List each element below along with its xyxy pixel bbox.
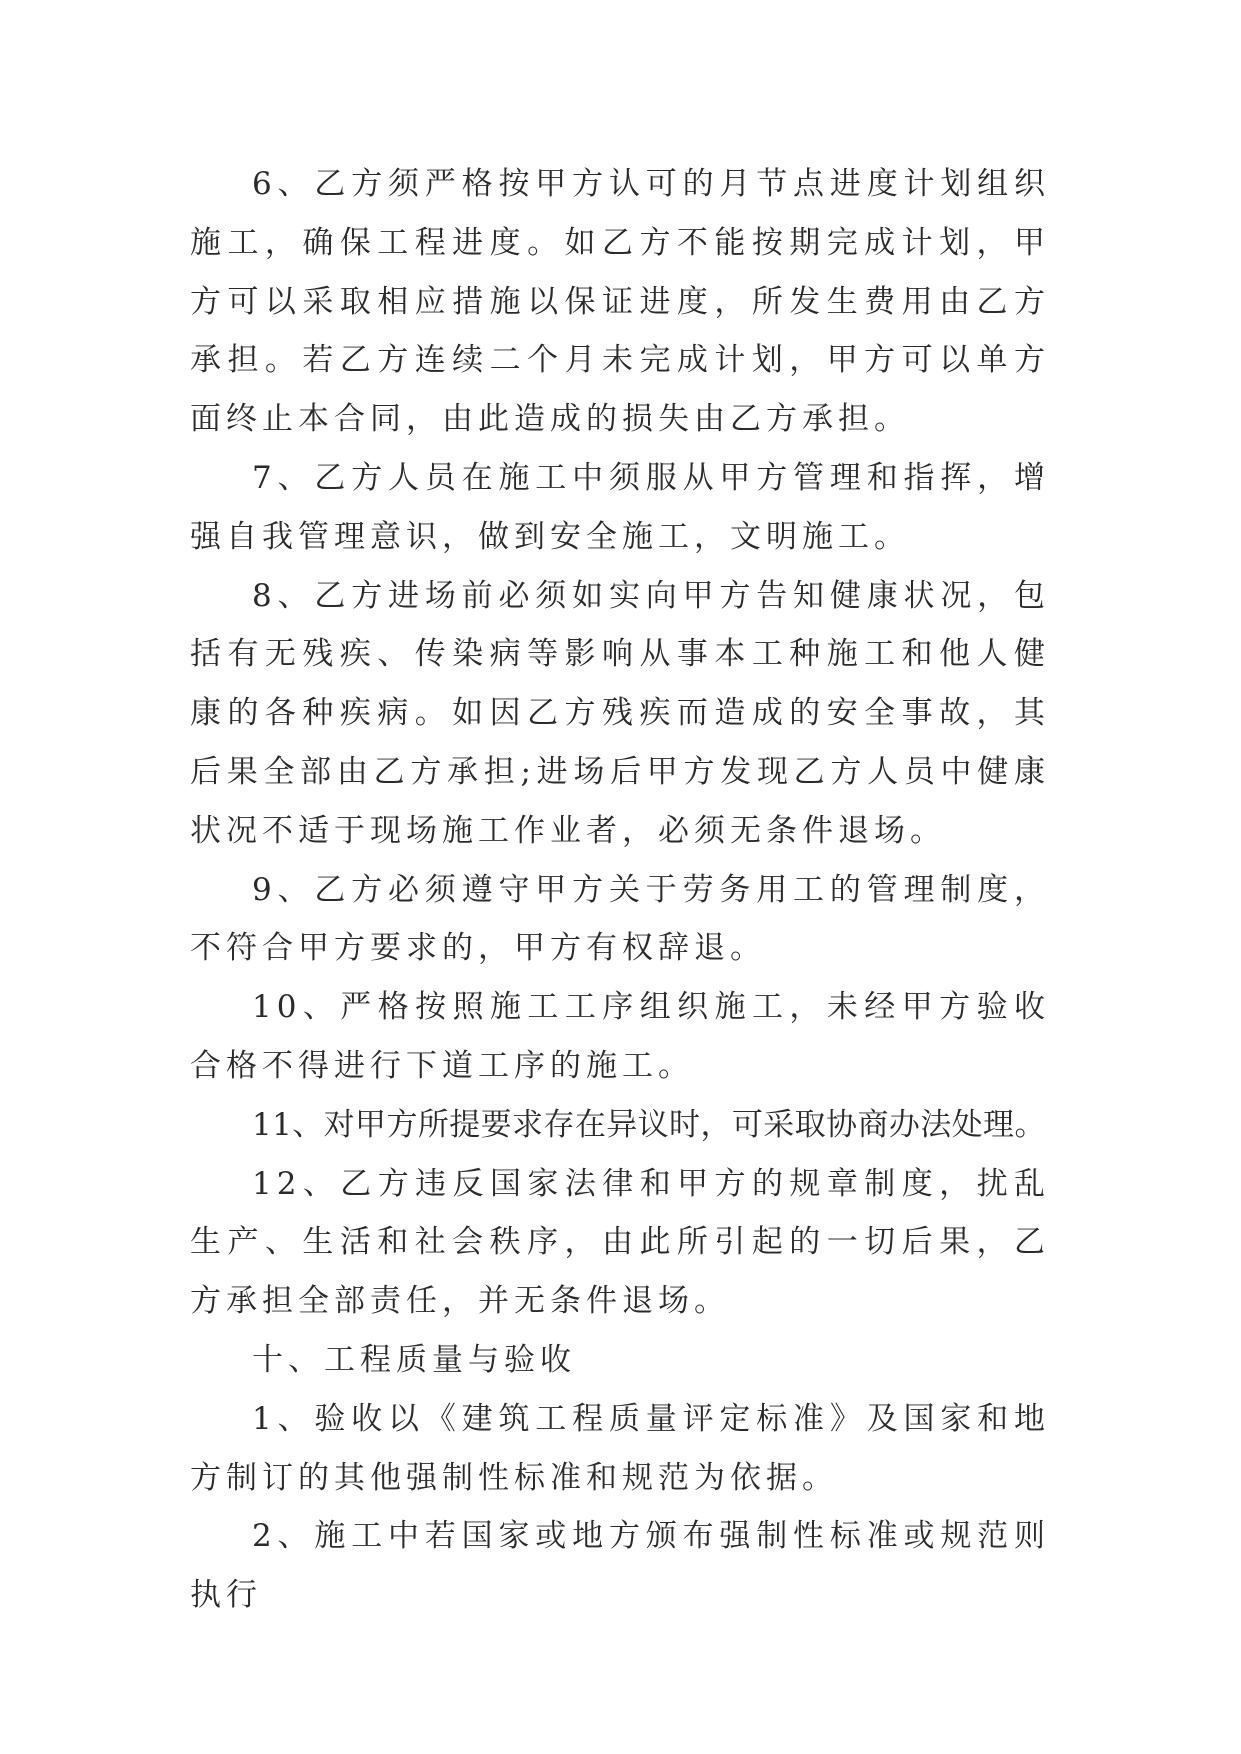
paragraph-acceptance-2: 2、施工中若国家或地方颁布强制性标准或规范则执行 — [190, 1518, 1050, 1614]
paragraph-clause-6: 6、乙方须严格按甲方认可的月节点进度计划组织施工，确保工程进度。如乙方不能按期完成计划，甲方可以采取相应措施以保证进度，所发生费用由乙方承担。若乙方连续二个月未完成计划，甲方可以单方面终止本合同，由此造成的损失由乙方承担。 — [190, 166, 1050, 438]
section-heading-quality: 十、工程质量与验收 — [252, 1341, 576, 1378]
paragraph-clause-10: 10、严格按照施工工序组织施工，未经甲方验收合格不得进行下道工序的施工。 — [190, 989, 1050, 1084]
paragraph-clause-9: 9、乙方必须遵守甲方关于劳务用工的管理制度，不符合甲方要求的，甲方有权辞退。 — [190, 871, 1050, 967]
paragraph-clause-8: 8、乙方进场前必须如实向甲方告知健康状况，包括有无残疾、传染病等影响从事本工种施工和他人健康的各种疾病。如因乙方残疾而造成的安全事故，其后果全部由乙方承担;进场后甲方发现乙方人员中健康状况不适于现场施工作业者，必须无条件退场。 — [190, 577, 1050, 849]
paragraph-clause-11: 11、对甲方所提要求存在异议时，可采取协商办法处理。 — [252, 1106, 1046, 1143]
document-body — [190, 155, 1050, 1625]
paragraph-clause-12: 12、乙方违反国家法律和甲方的规章制度，扰乱生产、生活和社会秩序，由此所引起的一切后果，乙方承担全部责任，并无条件退场。 — [190, 1165, 1050, 1320]
paragraph-acceptance-1: 1、验收以《建筑工程质量评定标准》及国家和地方制订的其他强制性标准和规范为依据。 — [190, 1400, 1050, 1496]
paragraph-clause-7: 7、乙方人员在施工中须服从甲方管理和指挥，增强自我管理意识，做到安全施工，文明施工。 — [190, 459, 1050, 555]
